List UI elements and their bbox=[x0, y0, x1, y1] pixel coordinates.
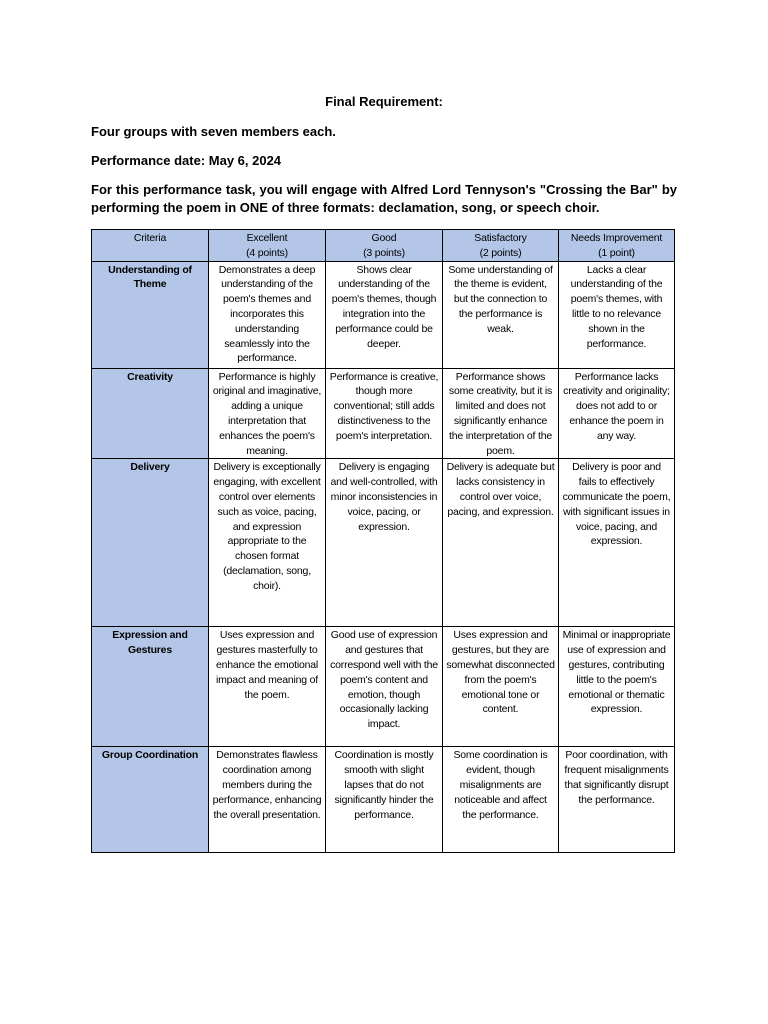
good-cell: Coordination is mostly smooth with slight lapses that do not significantly hinder the performance. bbox=[326, 747, 443, 853]
header-label: Needs Improvement bbox=[570, 232, 663, 244]
header-label: Criteria bbox=[133, 232, 167, 244]
task-description: For this performance task, you will engage with Alfred Lord Tennyson's "Crossing the Bar" by performing the poem in ONE of three formats: declamation, song, or speech choir. bbox=[91, 182, 677, 215]
excellent-cell: Demonstrates flawless coordination among members during the performance, enhancing the overall presentation. bbox=[209, 747, 326, 853]
good-cell: Performance is creative, though more conventional; still adds distinctiveness to the poem's interpretation. bbox=[326, 368, 443, 459]
excellent-cell: Delivery is exceptionally engaging, with excellent control over elements such as voice, pacing, and expression appropriate to the chosen format (declamation, song, choir). bbox=[209, 459, 326, 627]
excellent-cell: Uses expression and gestures masterfully to enhance the emotional impact and meaning of the poem. bbox=[209, 627, 326, 747]
criterion-cell: Understanding of Theme bbox=[92, 261, 209, 368]
rubric-row-coordination bbox=[92, 747, 675, 853]
needs-improvement-cell: Delivery is poor and fails to effectively communicate the poem, with significant issues in voice, pacing, and expression. bbox=[559, 459, 675, 627]
rubric-row-expression bbox=[92, 627, 675, 747]
criterion-cell: Group Coordination bbox=[92, 747, 209, 853]
satisfactory-cell: Some coordination is evident, though misalignments are noticeable and affect the performance. bbox=[443, 747, 559, 853]
rubric-row-understanding bbox=[92, 261, 675, 368]
needs-improvement-cell: Performance lacks creativity and originality; does not add to or enhance the poem in any way. bbox=[559, 368, 675, 459]
rubric-row-creativity bbox=[92, 368, 675, 459]
header-points: (2 points) bbox=[479, 246, 522, 259]
header-excellent bbox=[209, 230, 326, 262]
header-criteria bbox=[92, 230, 209, 262]
groups-line: Four groups with seven members each. bbox=[91, 124, 336, 139]
satisfactory-cell: Some understanding of the theme is evident, but the connection to the performance is weak. bbox=[443, 261, 559, 368]
satisfactory-cell: Performance shows some creativity, but it is limited and does not significantly enhance the interpretation of the poem. bbox=[443, 368, 559, 459]
header-points: (4 points) bbox=[246, 246, 288, 259]
criterion-cell: Creativity bbox=[92, 368, 209, 459]
criterion-cell: Expression and Gestures bbox=[92, 627, 209, 747]
rubric-header-row bbox=[92, 230, 675, 262]
header-good bbox=[326, 230, 443, 262]
good-cell: Shows clear understanding of the poem's themes, though integration into the performance could be deeper. bbox=[326, 261, 443, 368]
header-points: (1 point) bbox=[598, 246, 635, 259]
satisfactory-cell: Delivery is adequate but lacks consistency in control over voice, pacing, and expression. bbox=[443, 459, 559, 627]
needs-improvement-cell: Lacks a clear understanding of the poem's themes, with little to no relevance shown in the performance. bbox=[559, 261, 675, 368]
header-label: Satisfactory bbox=[474, 232, 527, 244]
criterion-cell: Delivery bbox=[92, 459, 209, 627]
good-cell: Good use of expression and gestures that correspond well with the poem's content and emotion, though occasionally lacking impact. bbox=[326, 627, 443, 747]
needs-improvement-cell: Poor coordination, with frequent misalignments that significantly disrupt the performance. bbox=[559, 747, 675, 853]
document-title: Final Requirement: bbox=[325, 94, 443, 109]
excellent-cell: Demonstrates a deep understanding of the poem's themes and incorporates this understanding seamlessly into the performance. bbox=[209, 261, 326, 368]
good-cell: Delivery is engaging and well-controlled, with minor inconsistencies in voice, pacing, or expression. bbox=[326, 459, 443, 627]
rubric-table bbox=[91, 229, 675, 853]
satisfactory-cell: Uses expression and gestures, but they are somewhat disconnected from the poem's emotional tone or content. bbox=[443, 627, 559, 747]
header-label: Excellent bbox=[246, 232, 288, 244]
header-satisfactory bbox=[443, 230, 559, 262]
performance-date-line: Performance date: May 6, 2024 bbox=[91, 153, 282, 168]
rubric-row-delivery bbox=[92, 459, 675, 627]
header-label: Good bbox=[371, 232, 397, 244]
excellent-cell: Performance is highly original and imaginative, adding a unique interpretation that enhances the poem's meaning. bbox=[209, 368, 326, 459]
header-needs-improvement bbox=[559, 230, 675, 262]
header-points: (3 points) bbox=[363, 246, 405, 259]
needs-improvement-cell: Minimal or inappropriate use of expression and gestures, contributing little to the poem's emotional or thematic expression. bbox=[559, 627, 675, 747]
